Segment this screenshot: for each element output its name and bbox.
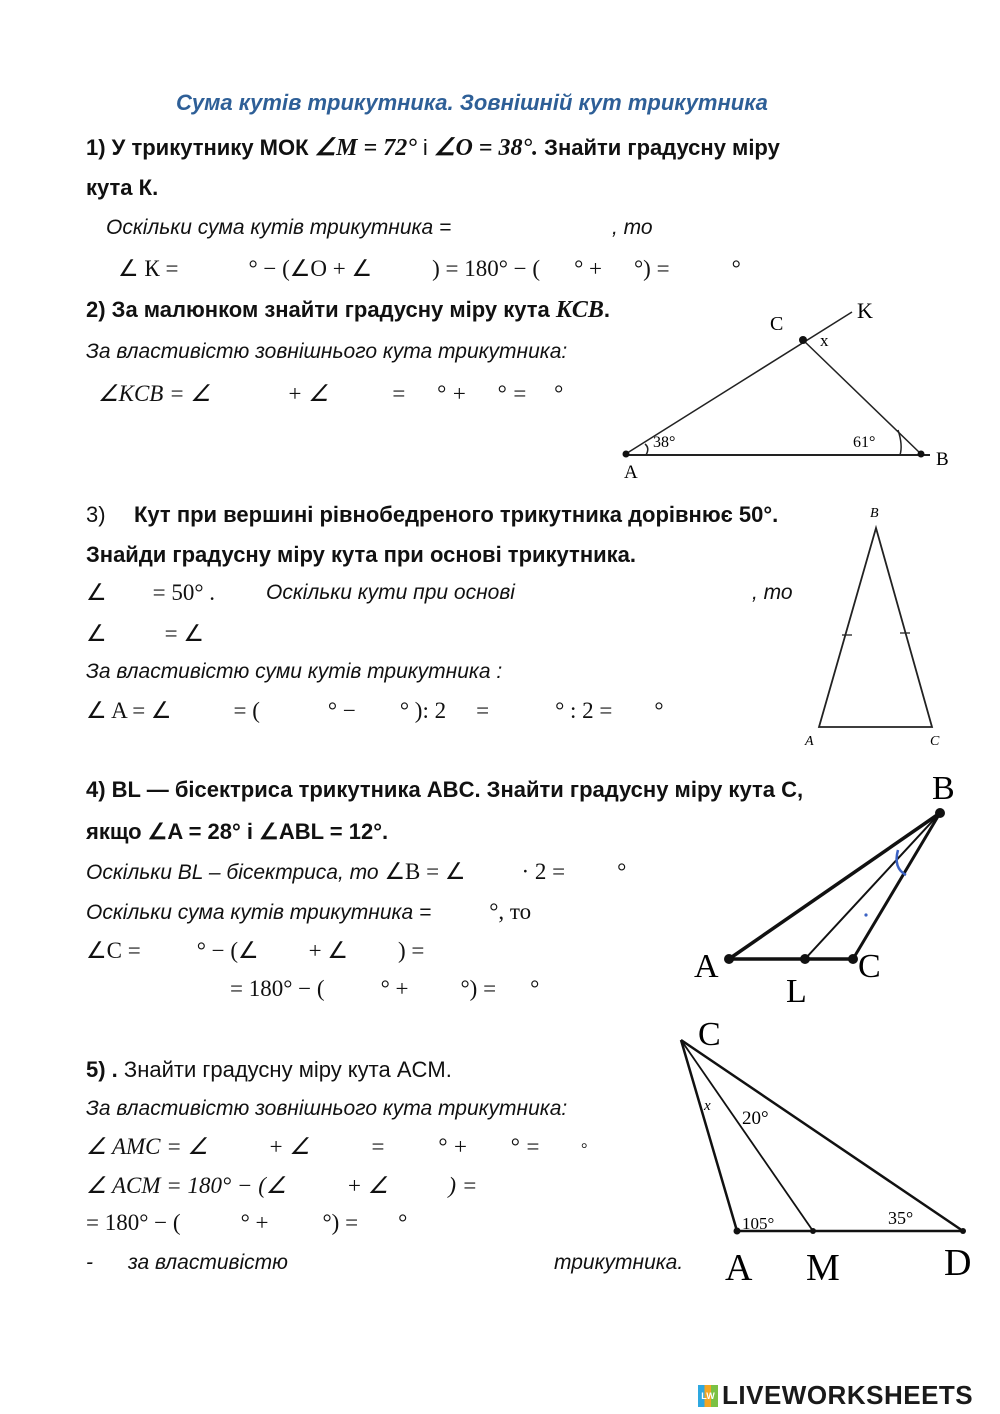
- fig5-point-m: [810, 1228, 816, 1234]
- task5-hint: За властивістю зовнішнього кута трикутника:: [86, 1097, 568, 1120]
- task4-line2: Оскільки сума кутів трикутника = °, то: [86, 899, 532, 924]
- task5-line4-b: трикутника.: [554, 1251, 684, 1274]
- fig5-label-x: x: [704, 1098, 711, 1114]
- fig2-label-x: x: [820, 331, 829, 350]
- fig5-label-a: A: [725, 1247, 753, 1289]
- fig5-point-d: [960, 1228, 966, 1234]
- fig2-label-k: K: [857, 298, 873, 323]
- fig4-label-c: C: [858, 948, 881, 985]
- fig2-label-a: A: [624, 462, 638, 483]
- task4-line1: Оскільки BL – бісектриса, то ∠B = ∠ · 2 = °: [86, 859, 627, 884]
- task3-line1-end: , то: [752, 581, 793, 604]
- page-title: Сума кутів трикутника. Зовнішній кут трикутника: [176, 90, 768, 115]
- fig5-label-c: C: [698, 1016, 721, 1053]
- task4-question-line2: якщо ∠A = 28° і ∠ABL = 12°.: [86, 819, 389, 844]
- brand-logo: [698, 1380, 973, 1411]
- fig4-label-a: A: [694, 948, 719, 985]
- brand-badge-icon: LW: [698, 1385, 718, 1407]
- fig5-angle-20: 20°: [742, 1108, 769, 1129]
- task1-hint-end: , то: [612, 216, 653, 239]
- fig2-label-c: C: [770, 313, 784, 335]
- task5-line3: = 180° − ( ° + °) = °: [86, 1210, 408, 1235]
- task5-line2: ∠ ACM = 180° − (∠ + ∠ ) =: [86, 1173, 478, 1198]
- task5-question: 5) . Знайти градусну міру кута ACM.: [86, 1057, 452, 1082]
- fig3-label-c: C: [930, 734, 940, 749]
- task2-hint: За властивістю зовнішнього кута трикутника:: [86, 340, 568, 363]
- task2-formula: ∠KCB = ∠ + ∠ = ° + ° = °: [98, 381, 563, 406]
- fig5-point-a: [734, 1228, 741, 1235]
- fig2-angle-a: 38°: [653, 434, 676, 451]
- task4-line3: ∠C = ° − (∠ + ∠ ) =: [86, 938, 425, 963]
- fig3-label-a: A: [805, 734, 814, 749]
- task3-question-line2: Знайди градусну міру кута при основі трикутника.: [86, 542, 636, 567]
- task3-question: Кут при вершині рівнобедреного трикутника дорівнює 50°.: [134, 502, 779, 527]
- fig5-angle-105: 105°: [742, 1214, 775, 1233]
- task4-line4: = 180° − ( ° + °) = °: [230, 976, 540, 1001]
- task3-line1: ∠ = 50° .: [86, 580, 216, 605]
- fig5-angle-35: 35°: [888, 1208, 914, 1228]
- fig5-side-cm: [681, 1040, 813, 1231]
- fig2-angle-b: 61°: [853, 434, 876, 451]
- task3-number: 3): [86, 502, 106, 527]
- task3-line4: ∠ A = ∠ = ( ° − ° ): 2 = ° : 2 = °: [86, 698, 664, 723]
- task1-hint: Оскільки сума кутів трикутника =: [106, 216, 452, 239]
- task4-question: 4) BL — бісектриса трикутника ABC. Знайти градусну міру кута С,: [86, 777, 804, 802]
- task3-line1-hint: Оскільки кути при основі: [266, 581, 515, 604]
- task3-line2: ∠ = ∠: [86, 621, 204, 646]
- fig5-side-cd: [681, 1040, 963, 1231]
- fig5-label-d: D: [944, 1242, 972, 1284]
- task5-line4-a: за властивістю: [128, 1251, 288, 1274]
- task2-question: 2) За малюнком знайти градусну міру кута KCB.: [86, 297, 611, 323]
- fig5-label-m: M: [806, 1247, 840, 1289]
- brand-name: LIVEWORKSHEETS: [722, 1380, 974, 1410]
- fig5-side-ca: [681, 1040, 737, 1231]
- task5-line4-dash: -: [86, 1251, 93, 1274]
- task3-hint: За властивістю суми кутів трикутника :: [86, 660, 503, 683]
- fig3-label-b: B: [870, 506, 879, 521]
- fig2-label-b: B: [936, 449, 949, 470]
- task1-formula: ∠ К = ° − (∠O + ∠ ) = 180° − ( ° + °) = °: [118, 256, 741, 281]
- task1-question-line2: кута К.: [86, 175, 159, 200]
- fig4-label-l: L: [786, 973, 807, 1010]
- fig4-label-b: B: [932, 770, 955, 807]
- task5-line1: ∠ AMC = ∠ + ∠ = ° + ° = °: [86, 1134, 587, 1159]
- task1-question: 1) У трикутнику МОК ∠M = 72° і ∠O = 38°. Знайти градусну міру: [86, 135, 780, 161]
